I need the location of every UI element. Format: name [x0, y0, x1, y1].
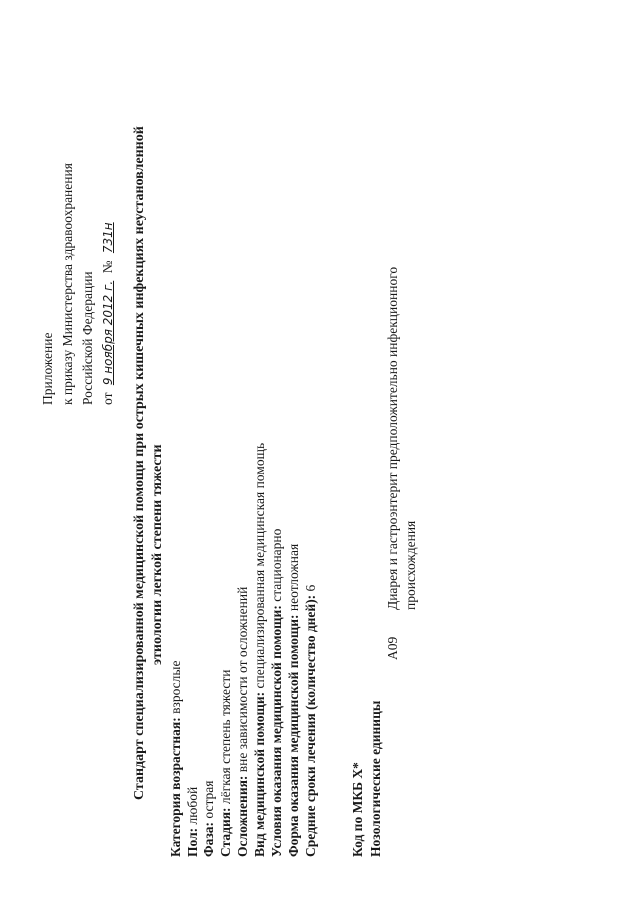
appendix-federation-line: Российской Федерации [80, 271, 95, 405]
param-sex: Пол: любой [185, 786, 200, 857]
standard-title-line2: этиологии легкой степени тяжести [150, 444, 165, 665]
icd-description-line1: Диарея и гастроэнтерит предположительно инфекционного [385, 266, 400, 610]
appendix-order-line: к приказу Министерства здравоохранения [60, 163, 75, 405]
param-care-type: Вид медицинской помощи: специализированная медицинская помощь [252, 442, 267, 857]
icd-subheader: Нозологические единицы [368, 700, 383, 857]
icd-code: A09 [385, 636, 400, 660]
icd-header: Код по МКБ X* [350, 762, 365, 857]
appendix-date-line [100, 218, 116, 405]
appendix-label: Приложение [40, 332, 55, 405]
icd-description-line2: происхождения [403, 520, 418, 610]
number-prefix: № [100, 260, 115, 274]
param-care-conditions: Условия оказания медицинской помощи: стационарно [269, 528, 284, 857]
standard-title-line1: Стандарт специализированной медицинской помощи при острых кишечных инфекциях неустановленной [132, 126, 147, 800]
handwritten-number: 731н [101, 222, 115, 254]
handwritten-date: 9 ноября 2012 г. [101, 280, 115, 386]
param-age: Категория возрастная: взрослые [168, 660, 183, 857]
param-care-form: Форма оказания медицинской помощи: неотложная [286, 543, 301, 857]
param-complications: Осложнения: вне зависимости от осложнений [235, 586, 250, 857]
param-stage: Стадия: лёгкая степень тяжести [218, 669, 233, 857]
param-treatment-duration: Средние сроки лечения (количество дней): 6 [303, 584, 318, 857]
param-phase: Фаза: острая [201, 780, 216, 857]
date-prefix: от [100, 392, 115, 405]
